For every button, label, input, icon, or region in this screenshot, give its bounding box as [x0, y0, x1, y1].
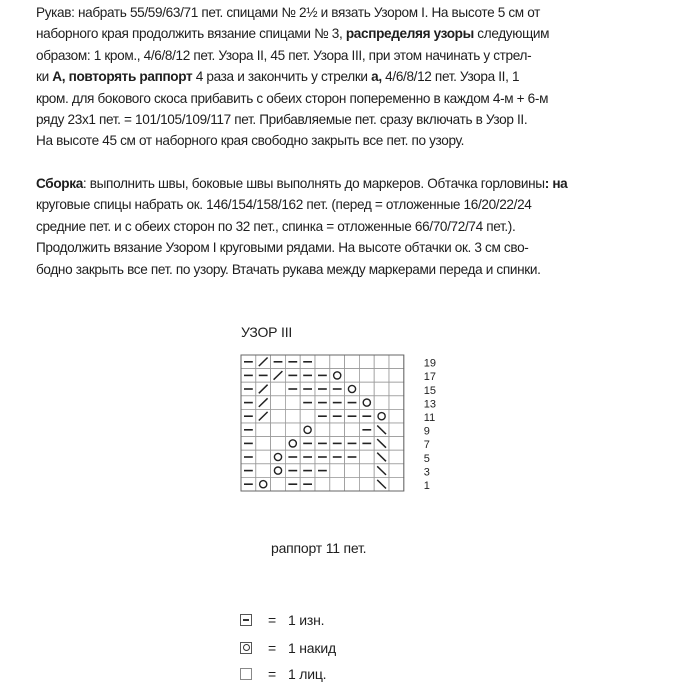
chart-cell [389, 477, 404, 491]
text-line: Рукав: набрать 55/59/63/71 пет. спицами № 2½ и вязать Узором I. На высоте 5 см от [36, 5, 541, 20]
chart-cell [256, 355, 271, 369]
chart-cell [300, 396, 315, 410]
chart-cell [256, 382, 271, 396]
chart-cell [345, 450, 360, 464]
purl-square-icon [240, 614, 252, 626]
row-number: 17 [423, 371, 437, 384]
chart-cell [300, 464, 315, 478]
chart-cell [359, 464, 374, 478]
chart-cell [271, 437, 286, 451]
chart-cell [345, 423, 360, 437]
chart-cell [315, 423, 330, 437]
row-number: 9 [423, 425, 430, 438]
chart-cell [241, 423, 256, 437]
chart-cell [300, 437, 315, 451]
legend-equals: = [268, 612, 277, 628]
legend-label: 1 лиц. [288, 666, 327, 682]
chart-cell [271, 464, 286, 478]
chart-cell [315, 355, 330, 369]
bold-phrase: а, [371, 69, 382, 85]
chart-cell [359, 437, 374, 451]
chart-cell [330, 423, 345, 437]
chart-cell [374, 369, 389, 383]
chart-cell [330, 477, 345, 491]
chart-cell [300, 409, 315, 423]
text-line: На высоте 45 см от наборного края свободно закрыть все пет. по узору. [36, 133, 465, 149]
chart-cell [241, 369, 256, 383]
chart-cell [389, 396, 404, 410]
row-number: 19 [423, 357, 437, 370]
legend-equals: = [268, 640, 277, 656]
bold-phrase: А, повторять раппорт [52, 69, 193, 85]
chart-cell [300, 450, 315, 464]
chart-cell [285, 396, 300, 410]
chart-cell [374, 355, 389, 369]
chart-cell [300, 355, 315, 369]
chart-cell [315, 396, 330, 410]
chart-cell [271, 477, 286, 491]
chart-cell [359, 450, 374, 464]
sleeve-instructions [36, 2, 666, 152]
chart-cell [359, 355, 374, 369]
text-line: ряду 23x1 пет. = 101/105/109/117 пет. Прибавляемые пет. сразу включать в Узор II. [36, 112, 528, 128]
row-number: 15 [423, 384, 437, 397]
chart-cell [285, 355, 300, 369]
row-number: 1 [423, 480, 430, 492]
chart-cell [315, 437, 330, 451]
chart-cell [330, 396, 345, 410]
chart-cell [241, 355, 256, 369]
chart-cell [315, 477, 330, 491]
row-number: 13 [423, 398, 437, 411]
chart-cell [374, 423, 389, 437]
chart-cell [285, 464, 300, 478]
chart-cell [271, 423, 286, 437]
chart-cell [315, 369, 330, 383]
chart-cell [285, 382, 300, 396]
chart-cell [315, 409, 330, 423]
chart-cell [241, 450, 256, 464]
chart-cell [271, 396, 286, 410]
chart-cell [359, 396, 374, 410]
legend-equals: = [268, 666, 277, 682]
chart-cell [241, 477, 256, 491]
chart-cell [345, 396, 360, 410]
chart-cell [315, 382, 330, 396]
assembly-instructions [36, 173, 666, 280]
chart-cell [256, 437, 271, 451]
text-line: средние пет. и с обеих сторон по 32 пет., спинка = отложенные 66/70/72/74 пет.). [36, 218, 516, 234]
chart-cell [300, 369, 315, 383]
chart-cell [374, 437, 389, 451]
chart-cell [345, 437, 360, 451]
chart-cell [285, 437, 300, 451]
legend-label: 1 изн. [288, 612, 325, 628]
chart-cell [241, 464, 256, 478]
chart-cell [300, 477, 315, 491]
chart-cell [241, 437, 256, 451]
chart-cell [271, 409, 286, 423]
row-number: 5 [423, 452, 430, 465]
text-line: бодно закрыть все пет. по узору. Втачать рукава между маркерами переда и спинки. [36, 261, 541, 277]
chart-cell [374, 464, 389, 478]
chart-cell [345, 464, 360, 478]
chart-cell [345, 355, 360, 369]
chart-cell [389, 409, 404, 423]
text-line: образом: 1 кром., 4/6/8/12 пет. Узора II, 45 пет. Узора III, при этом начинать у стрел- [36, 47, 532, 63]
chart-cell [374, 477, 389, 491]
chart-title: УЗОР III [241, 324, 293, 340]
chart-cell [330, 464, 345, 478]
chart-cell [256, 423, 271, 437]
chart-cell [389, 464, 404, 478]
chart-cell [315, 450, 330, 464]
chart-cell [271, 450, 286, 464]
chart-cell [330, 409, 345, 423]
chart-cell [345, 369, 360, 383]
chart-cell [374, 382, 389, 396]
chart-cell [374, 450, 389, 464]
text-line: Сборка: выполнить швы, боковые швы выполнять до маркеров. Обтачка горловины: на [36, 176, 568, 191]
chart-cell [285, 477, 300, 491]
chart-cell [330, 450, 345, 464]
bold-phrase: Сборка [36, 176, 83, 191]
chart-cell [271, 369, 286, 383]
chart-cell [345, 382, 360, 396]
chart-cell [256, 477, 271, 491]
chart-cell [256, 450, 271, 464]
chart-cell [389, 382, 404, 396]
chart-cell [330, 369, 345, 383]
chart-cell [330, 437, 345, 451]
yarn-over-circle-icon [240, 642, 252, 654]
chart-cell [359, 409, 374, 423]
chart-cell [241, 382, 256, 396]
chart-cell [256, 464, 271, 478]
chart-cell [389, 450, 404, 464]
chart-cell [285, 450, 300, 464]
chart-cell [330, 355, 345, 369]
chart-cell [389, 369, 404, 383]
chart-cell [271, 355, 286, 369]
chart-cell [315, 464, 330, 478]
chart-cell [345, 409, 360, 423]
chart-cell [374, 409, 389, 423]
chart-cell [389, 355, 404, 369]
chart-cell [374, 396, 389, 410]
chart-cell [271, 382, 286, 396]
row-number: 3 [423, 466, 430, 479]
text-line: ки А, повторять раппорт 4 раза и закончить у стрелки а, 4/6/8/12 пет. Узора II, 1 [36, 69, 520, 85]
chart-cell [330, 382, 345, 396]
chart-cell [345, 477, 360, 491]
chart-cell [285, 369, 300, 383]
bold-phrase: распределяя узоры [345, 26, 474, 42]
chart-cell [256, 369, 271, 383]
chart-cell [359, 369, 374, 383]
chart-cell [389, 437, 404, 451]
chart-cell [241, 409, 256, 423]
chart-cell [256, 396, 271, 410]
text-line: круговые спицы набрать ок. 146/154/158/162 пет. (перед = отложенные 16/20/22/24 [36, 197, 532, 213]
knit-empty-square-icon [240, 668, 252, 680]
bold-phrase: : на [544, 176, 568, 191]
text-line: кром. для бокового скоса прибавить с обеих сторон попеременно в каждом 4-м + 6-м [36, 90, 549, 106]
legend-label: 1 накид [288, 640, 336, 656]
chart-cell [300, 382, 315, 396]
chart-cell [300, 423, 315, 437]
chart-cell [285, 409, 300, 423]
chart-cell [389, 423, 404, 437]
row-number: 11 [423, 412, 436, 424]
repeat-label: раппорт 11 пет. [271, 540, 367, 556]
row-number: 7 [423, 439, 430, 452]
stitch-chart [240, 354, 450, 499]
text-line: наборного края продолжить вязание спицами № 3, распределяя узоры следующим [36, 26, 550, 42]
chart-cell [359, 477, 374, 491]
chart-cell [285, 423, 300, 437]
text-line: Продолжить вязание Узором I круговыми рядами. На высоте обтачки ок. 3 см сво- [36, 240, 529, 256]
chart-cell [241, 396, 256, 410]
chart-cell [359, 423, 374, 437]
chart-cell [359, 382, 374, 396]
chart-cell [256, 409, 271, 423]
